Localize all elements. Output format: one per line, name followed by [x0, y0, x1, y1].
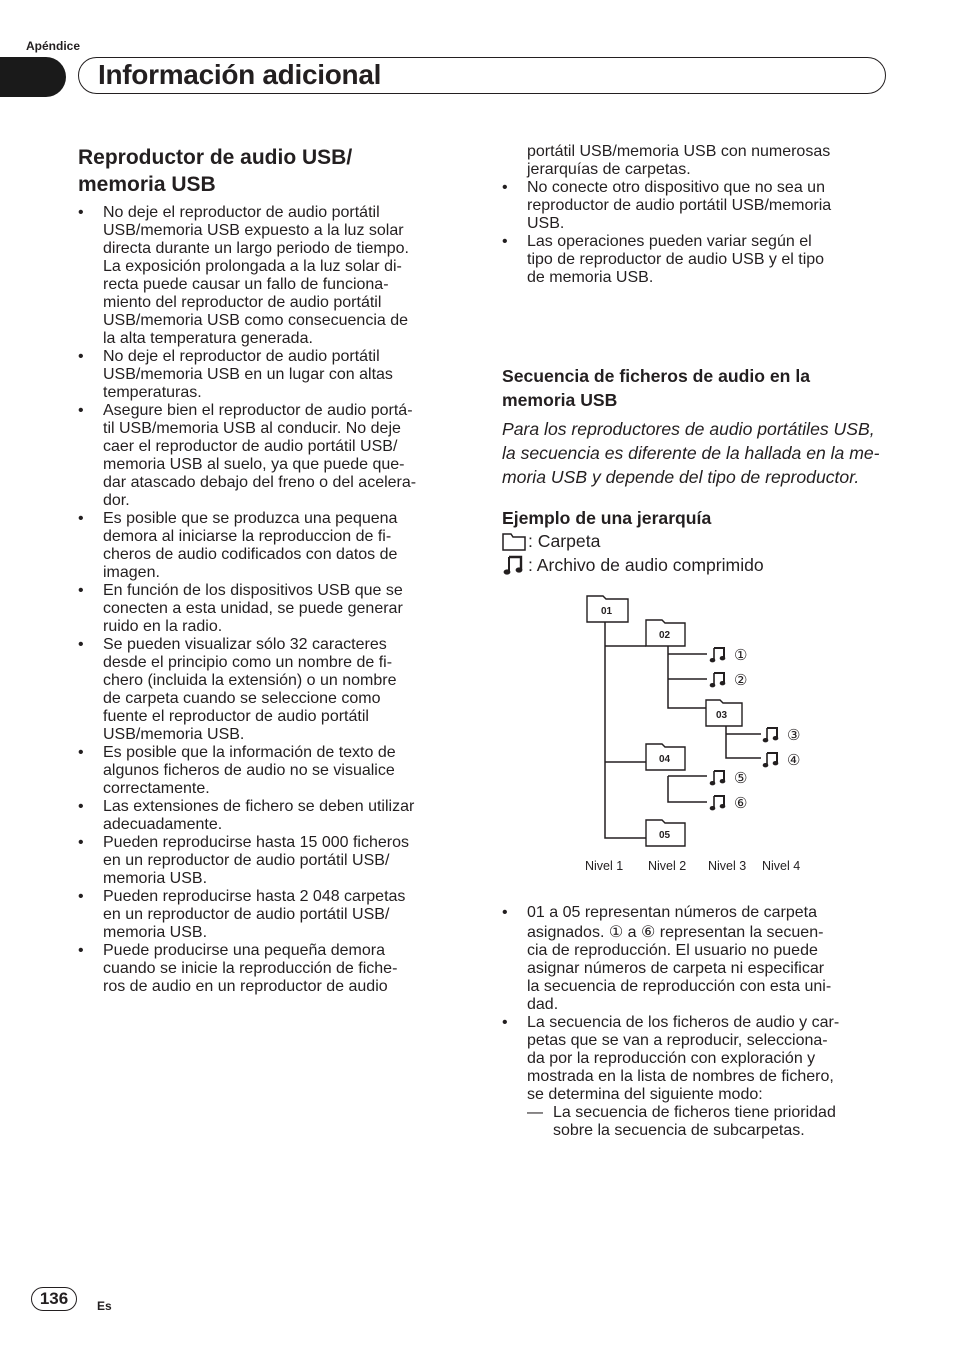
left-bullet-list	[78, 204, 470, 996]
folder-label: 02	[659, 630, 671, 641]
list-item: • Es posible que se produzca una pequena demora al iniciarse la reproduccion de fi- cheros de audio codificados con datos de imagen.	[78, 510, 470, 582]
folder-label: 03	[716, 710, 728, 721]
list-item: • No deje el reproductor de audio portátil USB/memoria USB expuesto a la luz solar directa durante un largo periodo de tiempo. La exposición prolongada a la luz solar di- recta puede causar un fallo de funciona- miento del reproductor de audio portátil USB/memoria USB como consecuencia de la alta temperatura generada.	[78, 204, 470, 348]
page-number: 136	[31, 1287, 77, 1311]
level-label: Nivel 3	[708, 859, 747, 873]
file-sequence-number: ⑤	[734, 770, 748, 787]
hierarchy-diagram	[575, 588, 815, 880]
folder-label: 01	[601, 606, 613, 617]
list-item: • No conecte otro dispositivo que no sea un reproductor de audio portátil USB/memoria USB.	[502, 179, 894, 233]
level-label: Nivel 4	[762, 859, 801, 873]
music-note-icon	[502, 554, 526, 576]
example-heading: Ejemplo de una jerarquía	[502, 508, 712, 528]
music-note-icon	[710, 648, 726, 662]
file-sequence-number: ③	[787, 727, 801, 744]
dash-list-item: — La secuencia de ficheros tiene prioridad sobre la secuencia de subcarpetas.	[527, 1104, 894, 1140]
level-label: Nivel 1	[585, 859, 624, 873]
list-item: • La secuencia de los ficheros de audio y car- petas que se van a reproducir, selecciona- da por la reproducción con exploración y mostrada en la lista de nombres de fichero, se determina del siguiente modo:	[502, 1014, 894, 1104]
folder-icon	[502, 531, 526, 551]
file-sequence-number: ①	[734, 647, 748, 664]
folder-label: 04	[659, 754, 671, 765]
music-note-icon	[710, 673, 726, 687]
hierarchy-diagram-svg	[575, 588, 815, 880]
section-tab-marker	[0, 57, 66, 97]
list-item: • Pueden reproducirse hasta 15 000 ficheros en un reproductor de audio portátil USB/ memoria USB.	[78, 834, 470, 888]
list-item: • Pueden reproducirse hasta 2 048 carpetas en un reproductor de audio portátil USB/ memoria USB.	[78, 888, 470, 942]
file-sequence-number: ②	[734, 672, 748, 689]
folder-label: 05	[659, 830, 671, 841]
list-item: • Las extensiones de fichero se deben utilizar adecuadamente.	[78, 798, 470, 834]
legend-folder-label: : Carpeta	[528, 531, 601, 551]
subsection-heading-sequence: Secuencia de ficheros de audio en la memoria USB	[502, 366, 810, 410]
list-item: • En función de los dispositivos USB que se conecten a esta unidad, se puede generar ruido en la radio.	[78, 582, 470, 636]
page-title: Información adicional	[98, 59, 382, 90]
list-item: • Se pueden visualizar sólo 32 caracteres desde el principio como un nombre de fi- chero (incluida la extensión) o un nombre de carpeta cuando se seleccione como fuente el reproductor de audio portátil USB/memoria USB.	[78, 636, 470, 744]
music-note-icon	[763, 753, 779, 767]
language-code: Es	[97, 1299, 112, 1313]
section-label: Apéndice	[26, 39, 81, 53]
intro-note: Para los reproductores de audio portátiles USB, la secuencia es diferente de la hallada en la me- moria USB y depende del tipo de reproductor.	[502, 419, 880, 487]
list-item: • Es posible que la información de texto de algunos ficheros de audio no se visualice correctamente.	[78, 744, 470, 798]
section-heading-usb: Reproductor de audio USB/ memoria USB	[78, 146, 353, 196]
music-note-icon	[763, 728, 779, 742]
level-label: Nivel 2	[648, 859, 687, 873]
list-item-continuation: portátil USB/memoria USB con numerosas jerarquías de carpetas.	[527, 143, 831, 178]
music-note-icon	[710, 796, 726, 810]
right-bullet-list-top	[502, 143, 894, 287]
file-sequence-number: ④	[787, 752, 801, 769]
list-item: • No deje el reproductor de audio portátil USB/memoria USB en un lugar con altas temperaturas.	[78, 348, 470, 402]
legend-audio	[502, 553, 764, 577]
list-item: • 01 a 05 representan números de carpeta asignados. ① a ⑥ representan la secuen- cia de reproducción. El usuario no puede asignar números de carpeta ni especificar la secuencia de reproducción con esta uni- dad.	[502, 904, 894, 1014]
right-bullet-list-bottom	[502, 904, 894, 1140]
file-sequence-number: ⑥	[734, 795, 748, 812]
legend-audio-label: : Archivo de audio comprimido	[528, 555, 764, 575]
list-item: • Asegure bien el reproductor de audio portá- til USB/memoria USB al conducir. No deje caer el reproductor de audio portátil USB/ memoria USB al suelo, ya que puede que- dar atascado debajo del freno o del acelera- dor.	[78, 402, 470, 510]
list-item: • Las operaciones pueden variar según el tipo de reproductor de audio USB y el tipo de memoria USB.	[502, 233, 894, 287]
list-item: • Puede producirse una pequeña demora cuando se inicie la reproducción de fiche- ros de audio en un reproductor de audio	[78, 942, 470, 996]
music-note-icon	[710, 771, 726, 785]
legend-folder	[502, 529, 600, 553]
